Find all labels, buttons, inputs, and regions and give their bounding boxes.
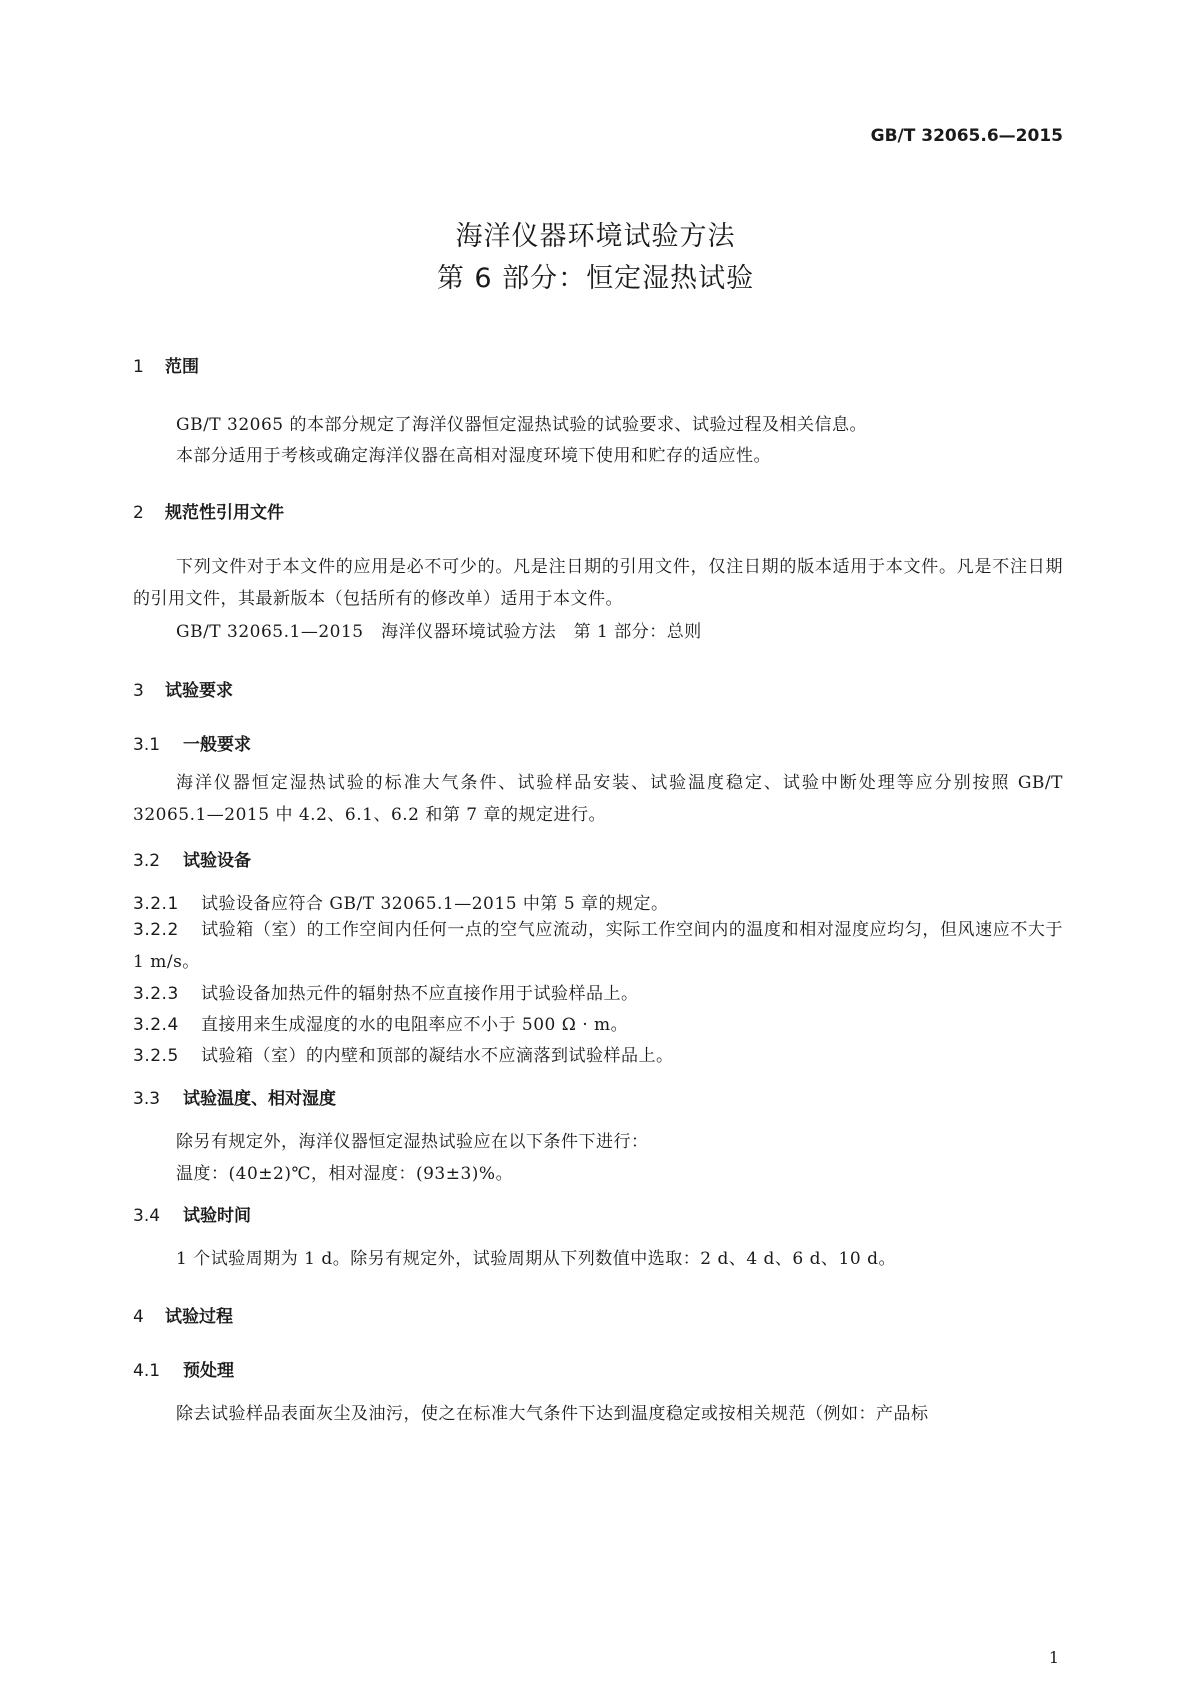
clause-number: 3.2.3 <box>133 984 179 1004</box>
subsection-title: 试验时间 <box>183 1206 251 1226</box>
subsection-title: 预处理 <box>183 1361 234 1381</box>
section-4-1-paragraph: 除去试验样品表面灰尘及油污，使之在标准大气条件下达到温度稳定或按相关规范（例如：产品标 <box>176 1404 929 1424</box>
section-4-1-heading <box>133 1356 234 1381</box>
clause-3-2-4 <box>133 1010 628 1035</box>
normative-reference: GB/T 32065.1—2015 海洋仪器环境试验方法 第 1 部分：总则 <box>176 622 702 642</box>
subsection-number: 3.4 <box>133 1206 161 1226</box>
clause-text: 试验箱（室）的工作空间内任何一点的空气应流动，实际工作空间内的温度和相对湿度应均匀，但风速应不大于 1 m/s。 <box>133 920 1063 972</box>
section-3-3-paragraph-2: 温度：(40±2)℃，相对湿度：(93±3)%。 <box>176 1164 514 1184</box>
clause-number: 3.2.4 <box>133 1015 179 1035</box>
section-title: 规范性引用文件 <box>165 503 284 523</box>
section-3-1-paragraph: 海洋仪器恒定湿热试验的标准大气条件、试验样品安装、试验温度稳定、试验中断处理等应分别按照 GB/T 32065.1—2015 中 4.2、6.1、6.2 和第 7 章的规定进行。 <box>133 773 1063 825</box>
clause-text: 试验箱（室）的内壁和顶部的凝结水不应滴落到试验样品上。 <box>201 1046 674 1066</box>
page-number: 1 <box>1048 1648 1059 1667</box>
section-2-paragraph-1: 下列文件对于本文件的应用是必不可少的。凡是注日期的引用文件，仅注日期的版本适用于本文件。凡是不注日期的引用文件，其最新版本（包括所有的修改单）适用于本文件。 <box>133 557 1063 609</box>
clause-text: 试验设备应符合 GB/T 32065.1—2015 中第 5 章的规定。 <box>201 894 669 914</box>
subsection-title: 试验设备 <box>183 851 251 871</box>
section-title: 试验要求 <box>165 681 233 701</box>
section-1-heading <box>133 352 199 377</box>
section-1-paragraph-1: GB/T 32065 的本部分规定了海洋仪器恒定湿热试验的试验要求、试验过程及相关信息。 <box>176 415 868 435</box>
subsection-title: 一般要求 <box>183 735 251 755</box>
clause-3-2-1 <box>133 889 669 914</box>
section-3-1-heading <box>133 730 251 755</box>
section-title: 试验过程 <box>165 1307 233 1327</box>
subsection-title: 试验温度、相对湿度 <box>183 1089 336 1109</box>
clause-number: 3.2.1 <box>133 894 179 914</box>
clause-number: 3.2.5 <box>133 1046 179 1066</box>
section-number: 1 <box>133 357 144 377</box>
section-3-heading <box>133 676 233 701</box>
section-number: 4 <box>133 1307 144 1327</box>
section-3-2-heading <box>133 846 251 871</box>
section-title: 范围 <box>165 357 199 377</box>
section-3-3-heading <box>133 1084 336 1109</box>
clause-text: 直接用来生成湿度的水的电阻率应不小于 500 Ω · m。 <box>201 1015 629 1035</box>
section-number: 2 <box>133 503 144 523</box>
subsection-number: 3.3 <box>133 1089 161 1109</box>
section-4-heading <box>133 1302 233 1327</box>
standard-number: GB/T 32065.6—2015 <box>870 126 1063 146</box>
subsection-number: 4.1 <box>133 1361 161 1381</box>
clause-3-2-5 <box>133 1041 674 1066</box>
section-3-4-paragraph: 1 个试验周期为 1 d。除另有规定外，试验周期从下列数值中选取：2 d、4 d、6 d、10 d。 <box>176 1249 896 1269</box>
section-3-4-heading <box>133 1201 251 1226</box>
section-number: 3 <box>133 681 144 701</box>
section-1-paragraph-2: 本部分适用于考核或确定海洋仪器在高相对湿度环境下使用和贮存的适应性。 <box>176 446 771 466</box>
subsection-number: 3.1 <box>133 735 161 755</box>
clause-number: 3.2.2 <box>133 920 179 940</box>
document-title-line1: 海洋仪器环境试验方法 <box>455 221 736 252</box>
subsection-number: 3.2 <box>133 851 161 871</box>
clause-3-2-3 <box>133 979 639 1004</box>
clause-3-2-2 <box>133 914 1063 978</box>
document-title-line2: 第 6 部分：恒定湿热试验 <box>436 263 755 294</box>
section-2-heading <box>133 498 284 523</box>
clause-text: 试验设备加热元件的辐射热不应直接作用于试验样品上。 <box>201 984 639 1004</box>
section-3-3-paragraph-1: 除另有规定外，海洋仪器恒定湿热试验应在以下条件下进行： <box>176 1132 649 1152</box>
